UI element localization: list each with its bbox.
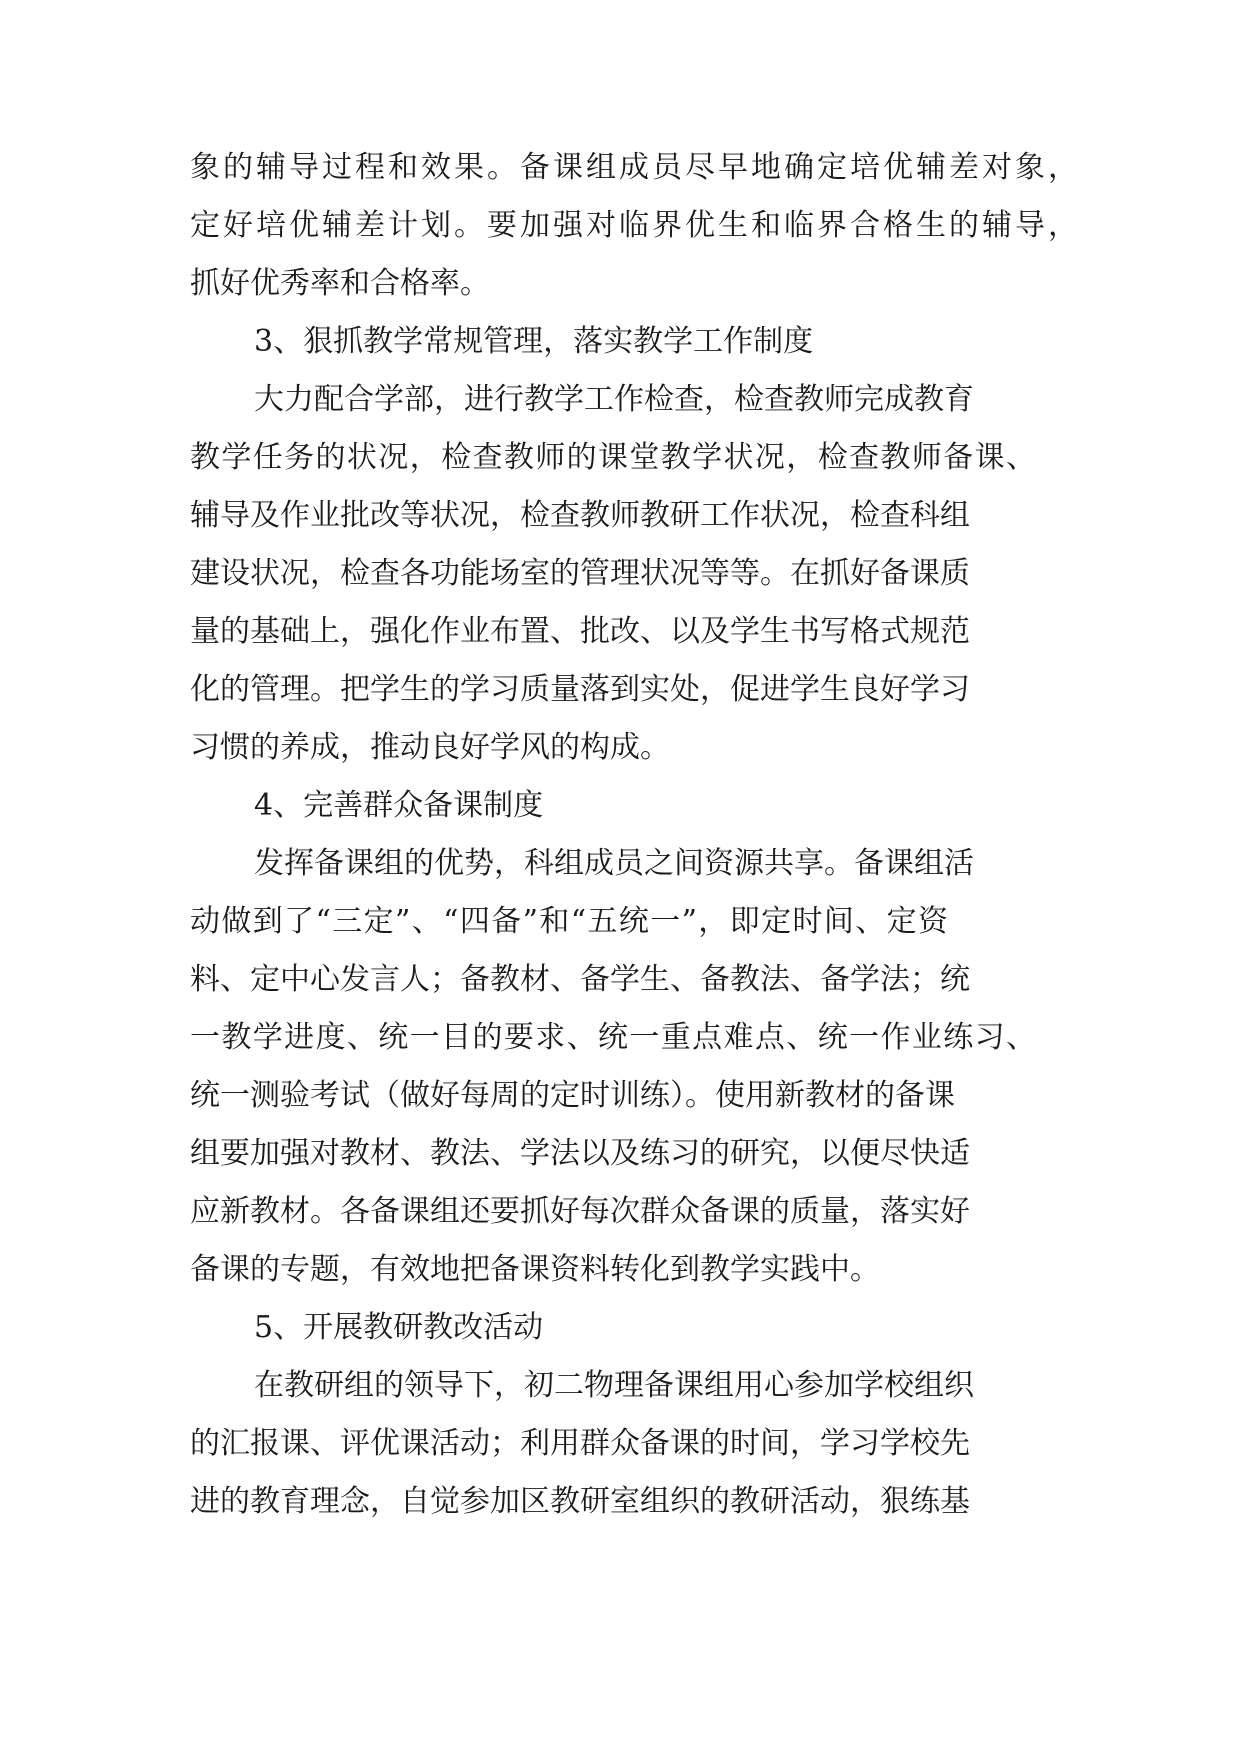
body-text-line: 料、定中心发言人；备教材、备学生、备教法、备学法；统: [190, 962, 970, 997]
section-heading: 4、完善群众备课制度: [254, 788, 544, 823]
body-text-line: 组要加强对教材、教法、学法以及练习的研究，以便尽快适: [190, 1136, 970, 1171]
body-text-line: 动做到了“三定”、“四备”和“五统一”，即定时间、定资: [190, 904, 948, 939]
body-text-line: 教学任务的状况，检查教师的课堂教学状况，检查教师备课、: [190, 440, 1036, 475]
body-text-line: 统一测验考试（做好每周的定时训练）。使用新教材的备课: [190, 1078, 955, 1113]
body-text-line: 辅导及作业批改等状况，检查教师教研工作状况，检查科组: [190, 498, 970, 533]
section-heading: 5、开展教研教改活动: [254, 1310, 544, 1345]
body-text-line: 一教学进度、统一目的要求、统一重点难点、统一作业练习、: [190, 1020, 1036, 1055]
body-text-line: 象的辅导过程和效果。备课组成员尽早地确定培优辅差对象，: [190, 150, 1078, 185]
body-text-line: 进的教育理念，自觉参加区教研室组织的教研活动，狠练基: [190, 1484, 970, 1519]
body-text-line: 在教研组的领导下，初二物理备课组用心参加学校组织: [254, 1368, 974, 1403]
body-text-line: 应新教材。各备课组还要抓好每次群众备课的质量，落实好: [190, 1194, 970, 1229]
body-text-line: 化的管理。把学生的学习质量落到实处，促进学生良好学习: [190, 672, 970, 707]
body-text-line: 抓好优秀率和合格率。: [190, 266, 490, 301]
body-text-line: 备课的专题，有效地把备课资料转化到教学实践中。: [190, 1252, 880, 1287]
body-text-line: 习惯的养成，推动良好学风的构成。: [190, 730, 670, 765]
body-text-line: 的汇报课、评优课活动；利用群众备课的时间，学习学校先: [190, 1426, 970, 1461]
body-text-line: 量的基础上，强化作业布置、批改、以及学生书写格式规范: [190, 614, 970, 649]
section-heading: 3、狠抓教学常规管理，落实教学工作制度: [254, 324, 814, 359]
body-text-line: 建设状况，检查各功能场室的管理状况等等。在抓好备课质: [190, 556, 970, 591]
body-text-line: 发挥备课组的优势，科组成员之间资源共享。备课组活: [254, 846, 974, 881]
body-text-line: 大力配合学部，进行教学工作检查，检查教师完成教育: [254, 382, 974, 417]
body-text-line: 定好培优辅差计划。要加强对临界优生和临界合格生的辅导，: [190, 208, 1078, 243]
